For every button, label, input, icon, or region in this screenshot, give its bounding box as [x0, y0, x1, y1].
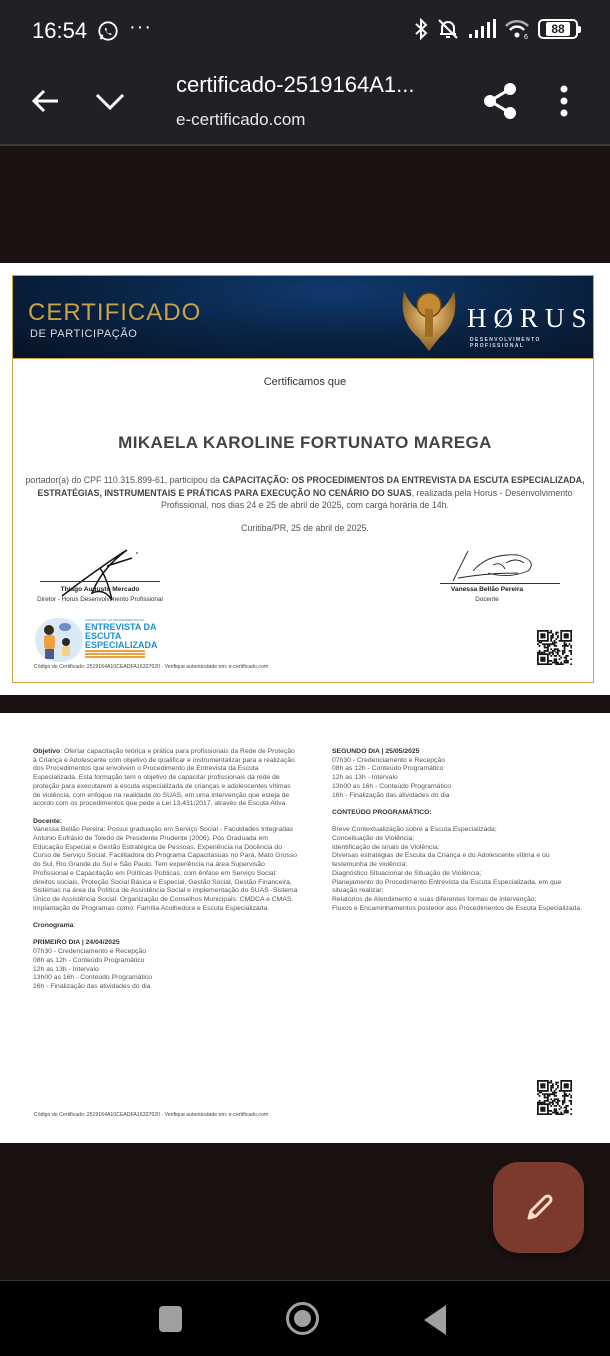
more-vert-icon[interactable]	[554, 84, 574, 118]
content-item: Conceituação de Violência;	[332, 835, 415, 842]
course-logo-line2: ESCUTA	[85, 631, 122, 641]
certificate-body	[24, 474, 586, 512]
content-item: Relatórios de Atendimento e suas diferentes formas de intervenção;	[332, 895, 537, 903]
teacher-bio: Vanessa Bellão Pereira: Possui graduação em Serviço Social - Faculdades Integradas Antonio Eufrásio de Toledo de Presidente Prudente (2006). Pós Graduada em Educação Especial e Gestão Estratégica de Pessoas. Experiência na Docência do Curso de Serviço Social. Facilitadora do Programa Capacitasuas no Pará, Mato Grosso do Sul, Rio Grande do Sul e São Paulo. Tem experiência na área Supervisão Profissional e Capacitação em Políticas Públicas, com ênfase em Serviço Social: direitos sociais, Proteção Social Básica e Especial, Gestão Social, Gestão Financeira, Sistemas na área da Política de Assistência Social e implementação do SUAS -Sistema Único de Assistência Social. Organização de Conselhos Municipais: CMDCA e CMAS. Implantação de Programas como: Família Acolhedora e Escuta Especializada.	[33, 826, 298, 912]
teacher-signature	[448, 543, 548, 588]
mute-icon	[436, 18, 460, 40]
bluetooth-icon	[414, 18, 428, 40]
content-item: Fluxos e Encaminhamentos posterior aos Procedimentos de Escuta Especializada.	[332, 904, 583, 912]
notification-overflow: ···	[129, 16, 152, 38]
body-prefix: portador(a) do CPF 110.315.899-61, participou da	[25, 475, 223, 485]
schedule-section: Cronograma:	[33, 922, 76, 930]
left-column	[33, 748, 298, 992]
day2-schedule	[332, 748, 587, 800]
brand-name: HØRUS	[467, 303, 594, 333]
content-item: Planejamento do Procedimento Entrevista da Escuta Especializada, em que situação realizar;	[332, 878, 562, 895]
objective-section	[33, 748, 298, 809]
certificate-code: Código do Certificado: 2519164A10CEADFA16337620 · Verifique autenticidade em: e-certificado.com	[34, 664, 269, 670]
body-suffix: , realizada pela Horus - Desenvolvimento Profissional, nos dias 24 e 25 de abril de 2025, com carga horária de 14h.	[160, 487, 573, 510]
battery-icon	[538, 19, 578, 39]
system-nav-bar	[0, 1280, 610, 1356]
day2-item: 12h as 13h - Intervalo	[332, 774, 398, 782]
participant-name: MIKAELA KAROLINE FORTUNATO MAREGA	[118, 433, 492, 452]
status-bar	[0, 0, 610, 62]
course-logo	[35, 616, 165, 662]
content-item: Diagnóstico Situacional de Situação de Violência;	[332, 869, 482, 877]
document-title: certificado-2519164A1...	[176, 72, 415, 97]
status-icons	[414, 18, 578, 40]
objective-label: Objetivo	[33, 748, 61, 755]
right-column	[332, 748, 587, 913]
certificate-page-2	[0, 713, 610, 1143]
whatsapp-icon	[97, 20, 119, 42]
chevron-down-icon[interactable]	[92, 86, 128, 116]
certificamos-text: Certificamos que	[263, 376, 347, 388]
document-source-url: e-certificado.com	[176, 110, 306, 129]
day2-item: 16h - Finalização das atividades do dia	[332, 791, 450, 799]
content-heading: CONTEÚDO PROGRAMÁTICO:	[332, 808, 432, 816]
content-item: Breve Contextualização sobre a Escuta Especializada;	[332, 826, 497, 834]
certificate-subheading: DE PARTICIPAÇÃO	[30, 328, 138, 340]
content-item: Diversas estratégias de Escuta da Criança e do Adolescente vítima e ou testemunha de violência;	[332, 852, 550, 869]
certificate-heading: CERTIFICADO	[28, 299, 202, 326]
day2-title: SEGUNDO DIA | 25/05/2025	[332, 748, 420, 755]
teacher-label: Docente:	[33, 817, 63, 825]
day2-item: 08h as 12h - Conteúdo Programático	[332, 765, 444, 773]
signature-line	[40, 581, 160, 582]
day1-item: 08h as 12h - Conteúdo Programático	[33, 956, 145, 964]
edit-button[interactable]	[493, 1162, 584, 1253]
wifi-icon	[504, 18, 530, 40]
back-icon[interactable]	[424, 1305, 446, 1335]
content-heading-wrap	[332, 809, 587, 818]
qr-code[interactable]	[537, 630, 572, 665]
brand-tagline: DESENVOLVIMENTO PROFISSIONAL	[470, 337, 541, 349]
recent-apps-icon[interactable]	[159, 1306, 182, 1332]
day1-item: 13h00 as 16h - Conteúdo Programático	[33, 974, 153, 982]
certificate-page-1	[0, 263, 610, 695]
share-icon[interactable]	[482, 82, 518, 120]
day1-schedule	[33, 939, 298, 991]
clock: 16:54	[32, 18, 88, 43]
svg-text:6: 6	[524, 34, 528, 40]
teacher-name: Vanessa Bellão Pereira	[450, 586, 524, 593]
course-logo-subtitle	[85, 650, 145, 660]
qr-code[interactable]	[537, 1080, 572, 1115]
objective-text: : Ofertar capacitação teórica e prática para profissionais da Rede de Proteção à Criança e Adolescente com objetivo de qualificar e instrumentalizar para a realização dos Procedimentos que envolvem o Procedimento de Entrevista da Escuta Especializada. Esta formação tem o objetivo de capacitar profissionais da rede de proteção para executarem a escuta especializada de crianças e adolescentes vítimas de violência, com enfoque na realidade do SUAS, em uma intervenção que esteja de acordo com os procedimentos que pede a Lei 13.431/2017, através de Escuta Ativa.	[33, 748, 295, 808]
course-title: CAPACITAÇÃO: OS PROCEDIMENTOS DA ENTREVISTA DA ESCUTA ESPECIALIZADA, ESTRATÉGIAS, INSTRUMENTAIS E PRÁTICAS PARA EXECUÇÃO NO CENÁRIO DO SUAS	[37, 475, 585, 498]
home-icon[interactable]	[286, 1302, 319, 1335]
day1-item: 07h30 - Credenciamento e Recepção	[33, 948, 146, 956]
course-logo-line3: ESPECIALIZADA	[85, 640, 158, 650]
course-illustration-icon	[35, 618, 83, 662]
day1-title: PRIMEIRO DIA | 24/04/2025	[33, 939, 120, 947]
content-list	[332, 826, 587, 913]
day2-item: 07h30 - Credenciamento e Recepção	[332, 756, 445, 764]
certificate-code: Código do Certificado: 2519164A10CEADFA16337620 · Verifique autenticidade em: e-certificado.com	[34, 1112, 269, 1118]
schedule-label: Cronograma	[33, 922, 74, 930]
day1-item: 16h - Finalização das atividades do dia	[33, 982, 151, 990]
day1-item: 12h as 13h - Intervalo	[33, 965, 99, 973]
signature-line	[440, 583, 560, 584]
director-name: Thiago Augusto Mercado	[60, 586, 140, 593]
edit-pencil-icon	[522, 1191, 556, 1225]
day2-item: 13h00 as 16h - Conteúdo Programático	[332, 782, 452, 790]
viewer-toolbar	[0, 62, 610, 146]
director-role: Diretor - Horus Desenvolvimento Profissional	[37, 596, 163, 603]
course-logo-line1: ENTREVISTA DA	[85, 622, 157, 632]
teacher-role: Docente	[475, 596, 499, 603]
back-arrow-icon[interactable]	[28, 84, 62, 118]
battery-level: 88	[546, 22, 569, 36]
course-logo-title	[85, 623, 158, 650]
teacher-section	[33, 818, 298, 914]
course-logo-small-text: CAPACITAÇÃO: OS PROCEDIMENTOS DA	[85, 618, 145, 622]
city-date: Curitiba/PR, 25 de abril de 2025.	[241, 523, 369, 533]
signal-icon	[468, 19, 496, 39]
content-item: Identificação de sinais de Violência;	[332, 843, 440, 851]
